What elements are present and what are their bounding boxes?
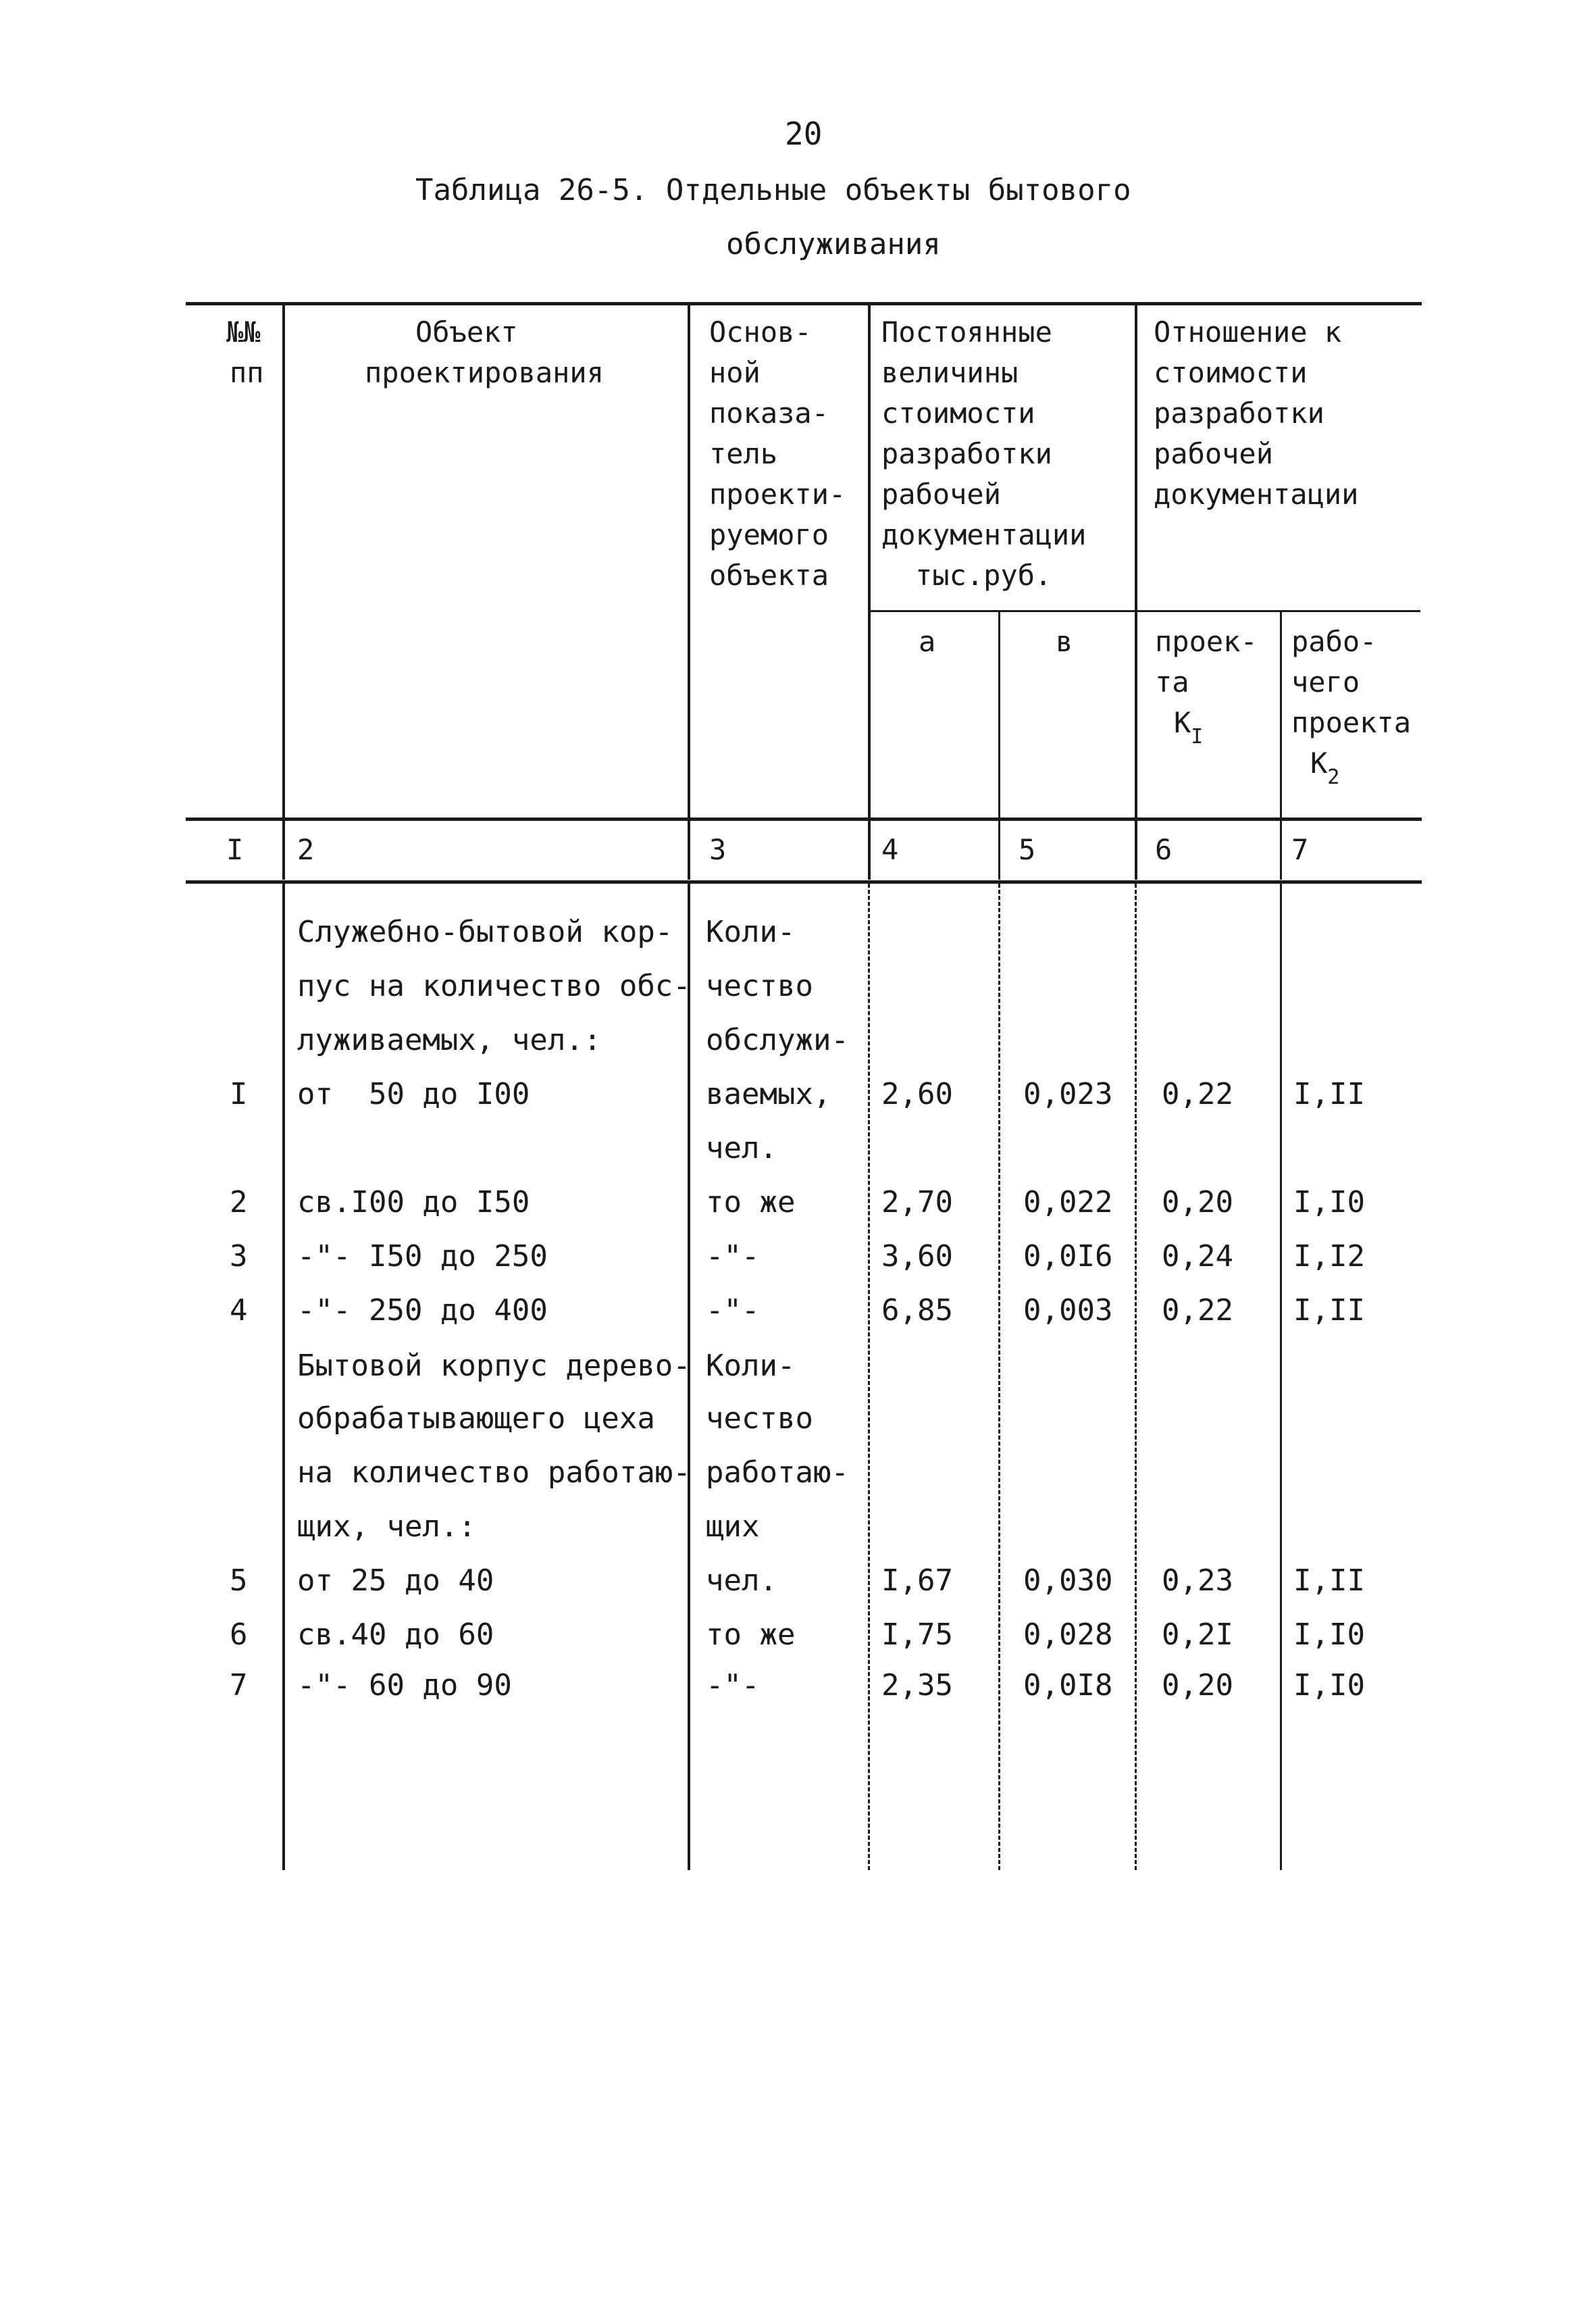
row-indicator: -"- bbox=[706, 1293, 760, 1328]
row-indicator: чество bbox=[706, 1401, 813, 1436]
row-value-k2: I,I0 bbox=[1293, 1185, 1365, 1219]
header-object-label: Объект bbox=[415, 316, 518, 349]
row-object: св.40 до 60 bbox=[297, 1617, 494, 1652]
row-value-k1: 0,23 bbox=[1162, 1563, 1233, 1598]
row-value-k1: 0,24 bbox=[1162, 1239, 1233, 1274]
header-constants-label: величины bbox=[881, 356, 1019, 389]
table-title-cont: обслуживания bbox=[726, 227, 941, 261]
table-title: Таблица 26-5. Отдельные объекты бытового bbox=[415, 173, 1131, 207]
body-col-divider-1 bbox=[282, 884, 285, 1870]
header-col-k2-symbol bbox=[1310, 743, 1339, 787]
row-indicator: чество bbox=[706, 969, 813, 1003]
header-indicator-label: руемого bbox=[709, 518, 829, 551]
row-indicator: чел. bbox=[706, 1131, 777, 1165]
col-divider-1 bbox=[282, 305, 285, 880]
header-constants-label: Постоянные bbox=[881, 316, 1052, 349]
column-number: 5 bbox=[1019, 833, 1036, 866]
row-number: 6 bbox=[230, 1617, 248, 1652]
row-object: Бытовой корпус дерево- bbox=[297, 1349, 691, 1383]
header-col-k1-symbol bbox=[1174, 703, 1203, 747]
header-constants-label: стоимости bbox=[881, 397, 1035, 430]
header-constants-label: разработки bbox=[881, 437, 1052, 470]
row-value-b: 0,030 bbox=[1023, 1563, 1113, 1598]
row-value-k2: I,II bbox=[1293, 1077, 1365, 1111]
row-value-k1: 0,20 bbox=[1162, 1185, 1233, 1219]
column-number: 3 bbox=[709, 833, 727, 866]
row-indicator: ваемых, bbox=[706, 1077, 831, 1111]
header-col-k2: рабо- bbox=[1291, 625, 1377, 658]
row-object: на количество работаю- bbox=[297, 1455, 691, 1490]
header-indicator-label: Основ- bbox=[709, 316, 812, 349]
row-value-b: 0,0I8 bbox=[1023, 1668, 1113, 1703]
row-object: пус на количество обс- bbox=[297, 969, 691, 1003]
col-divider-5 bbox=[1135, 305, 1137, 880]
row-number: 5 bbox=[230, 1563, 248, 1598]
header-col-a: а bbox=[919, 625, 936, 658]
header-col-k2: чего bbox=[1291, 665, 1360, 699]
header-col-k1: проек- bbox=[1155, 625, 1258, 658]
row-object: -"- 60 до 90 bbox=[297, 1668, 512, 1703]
row-value-k2: I,II bbox=[1293, 1563, 1365, 1598]
body-col-divider-3 bbox=[868, 884, 870, 1870]
column-number: 7 bbox=[1291, 833, 1309, 866]
header-indicator-label: показа- bbox=[709, 397, 829, 430]
row-value-a: 2,70 bbox=[881, 1185, 953, 1219]
col-divider-6 bbox=[1280, 611, 1282, 880]
row-object: обрабатывающего цеха bbox=[297, 1401, 655, 1436]
row-object: от 25 до 40 bbox=[297, 1563, 494, 1598]
row-value-b: 0,003 bbox=[1023, 1293, 1113, 1328]
k2-subscript: 2 bbox=[1327, 765, 1340, 789]
page-number: 20 bbox=[785, 116, 823, 152]
row-value-a: I,75 bbox=[881, 1617, 953, 1652]
column-number: 2 bbox=[297, 833, 315, 866]
row-object: Служебно-бытовой кор- bbox=[297, 915, 673, 949]
header-constants-label: рабочей bbox=[881, 478, 1002, 511]
row-object: -"- I50 до 250 bbox=[297, 1239, 548, 1274]
row-indicator: обслужи- bbox=[706, 1023, 849, 1057]
col-divider-3 bbox=[868, 305, 871, 880]
row-value-k1: 0,22 bbox=[1162, 1077, 1233, 1111]
row-number: 2 bbox=[230, 1185, 248, 1219]
header-constants-label: документации bbox=[881, 518, 1087, 551]
row-indicator: то же bbox=[706, 1185, 796, 1219]
body-col-divider-5 bbox=[1135, 884, 1137, 1870]
header-ratio-label: рабочей bbox=[1154, 437, 1274, 470]
header-object-label: проектирования bbox=[365, 356, 604, 389]
row-indicator: чел. bbox=[706, 1563, 777, 1598]
row-object: луживаемых, чел.: bbox=[297, 1023, 602, 1057]
row-number: 4 bbox=[230, 1293, 248, 1328]
row-number: 3 bbox=[230, 1239, 248, 1274]
header-col-k2: проекта bbox=[1291, 706, 1412, 739]
k1-subscript: I bbox=[1191, 725, 1204, 749]
header-indicator-label: объекта bbox=[709, 559, 829, 592]
row-number: I bbox=[230, 1077, 248, 1111]
row-value-b: 0,022 bbox=[1023, 1185, 1113, 1219]
row-value-a: 2,35 bbox=[881, 1668, 953, 1703]
header-ratio-label: стоимости bbox=[1154, 356, 1308, 389]
header-num-label: пп bbox=[230, 356, 264, 389]
colnum-bottom-rule bbox=[186, 880, 1422, 884]
k1-letter: K bbox=[1174, 706, 1191, 739]
col-divider-4 bbox=[998, 611, 1000, 880]
row-object: от 50 до I00 bbox=[297, 1077, 530, 1111]
header-ratio-label: документации bbox=[1154, 478, 1359, 511]
header-ratio-label: разработки bbox=[1154, 397, 1324, 430]
column-number: 6 bbox=[1155, 833, 1173, 866]
row-value-k1: 0,20 bbox=[1162, 1668, 1233, 1703]
header-indicator-label: проекти- bbox=[709, 478, 846, 511]
table-top-rule bbox=[186, 302, 1422, 305]
row-object: -"- 250 до 400 bbox=[297, 1293, 548, 1328]
column-number: 4 bbox=[881, 833, 899, 866]
body-col-divider-4 bbox=[998, 884, 1000, 1870]
row-value-b: 0,023 bbox=[1023, 1077, 1113, 1111]
row-value-a: 6,85 bbox=[881, 1293, 953, 1328]
row-value-k2: I,II bbox=[1293, 1293, 1365, 1328]
row-indicator: щих bbox=[706, 1509, 760, 1544]
header-indicator-label: тель bbox=[709, 437, 778, 470]
row-value-k1: 0,2I bbox=[1162, 1617, 1233, 1652]
row-indicator: Коли- bbox=[706, 1349, 796, 1383]
row-number: 7 bbox=[230, 1668, 248, 1703]
row-object: щих, чел.: bbox=[297, 1509, 476, 1544]
header-indicator-label: ной bbox=[709, 356, 761, 389]
row-indicator: -"- bbox=[706, 1668, 760, 1703]
col-divider-2 bbox=[688, 305, 690, 880]
row-object: св.I00 до I50 bbox=[297, 1185, 530, 1219]
subheader-rule bbox=[870, 610, 1420, 612]
row-indicator: Коли- bbox=[706, 915, 796, 949]
row-value-k2: I,I0 bbox=[1293, 1668, 1365, 1703]
header-bottom-rule bbox=[186, 818, 1422, 821]
row-value-a: 3,60 bbox=[881, 1239, 953, 1274]
row-value-b: 0,028 bbox=[1023, 1617, 1113, 1652]
row-indicator: -"- bbox=[706, 1239, 760, 1274]
k2-letter: K bbox=[1310, 747, 1328, 780]
header-col-k1: та bbox=[1155, 665, 1189, 699]
row-value-k2: I,I0 bbox=[1293, 1617, 1365, 1652]
row-value-k2: I,I2 bbox=[1293, 1239, 1365, 1274]
header-constants-label: тыс.руб. bbox=[915, 559, 1052, 592]
row-indicator: работаю- bbox=[706, 1455, 849, 1490]
body-col-divider-6 bbox=[1280, 884, 1282, 1870]
header-num-label: №№ bbox=[226, 316, 261, 349]
header-ratio-label: Отношение к bbox=[1154, 316, 1342, 349]
row-value-a: I,67 bbox=[881, 1563, 953, 1598]
row-value-k1: 0,22 bbox=[1162, 1293, 1233, 1328]
column-number: I bbox=[226, 833, 244, 866]
row-value-b: 0,0I6 bbox=[1023, 1239, 1113, 1274]
row-value-a: 2,60 bbox=[881, 1077, 953, 1111]
header-col-b: в bbox=[1056, 625, 1073, 658]
row-indicator: то же bbox=[706, 1617, 796, 1652]
